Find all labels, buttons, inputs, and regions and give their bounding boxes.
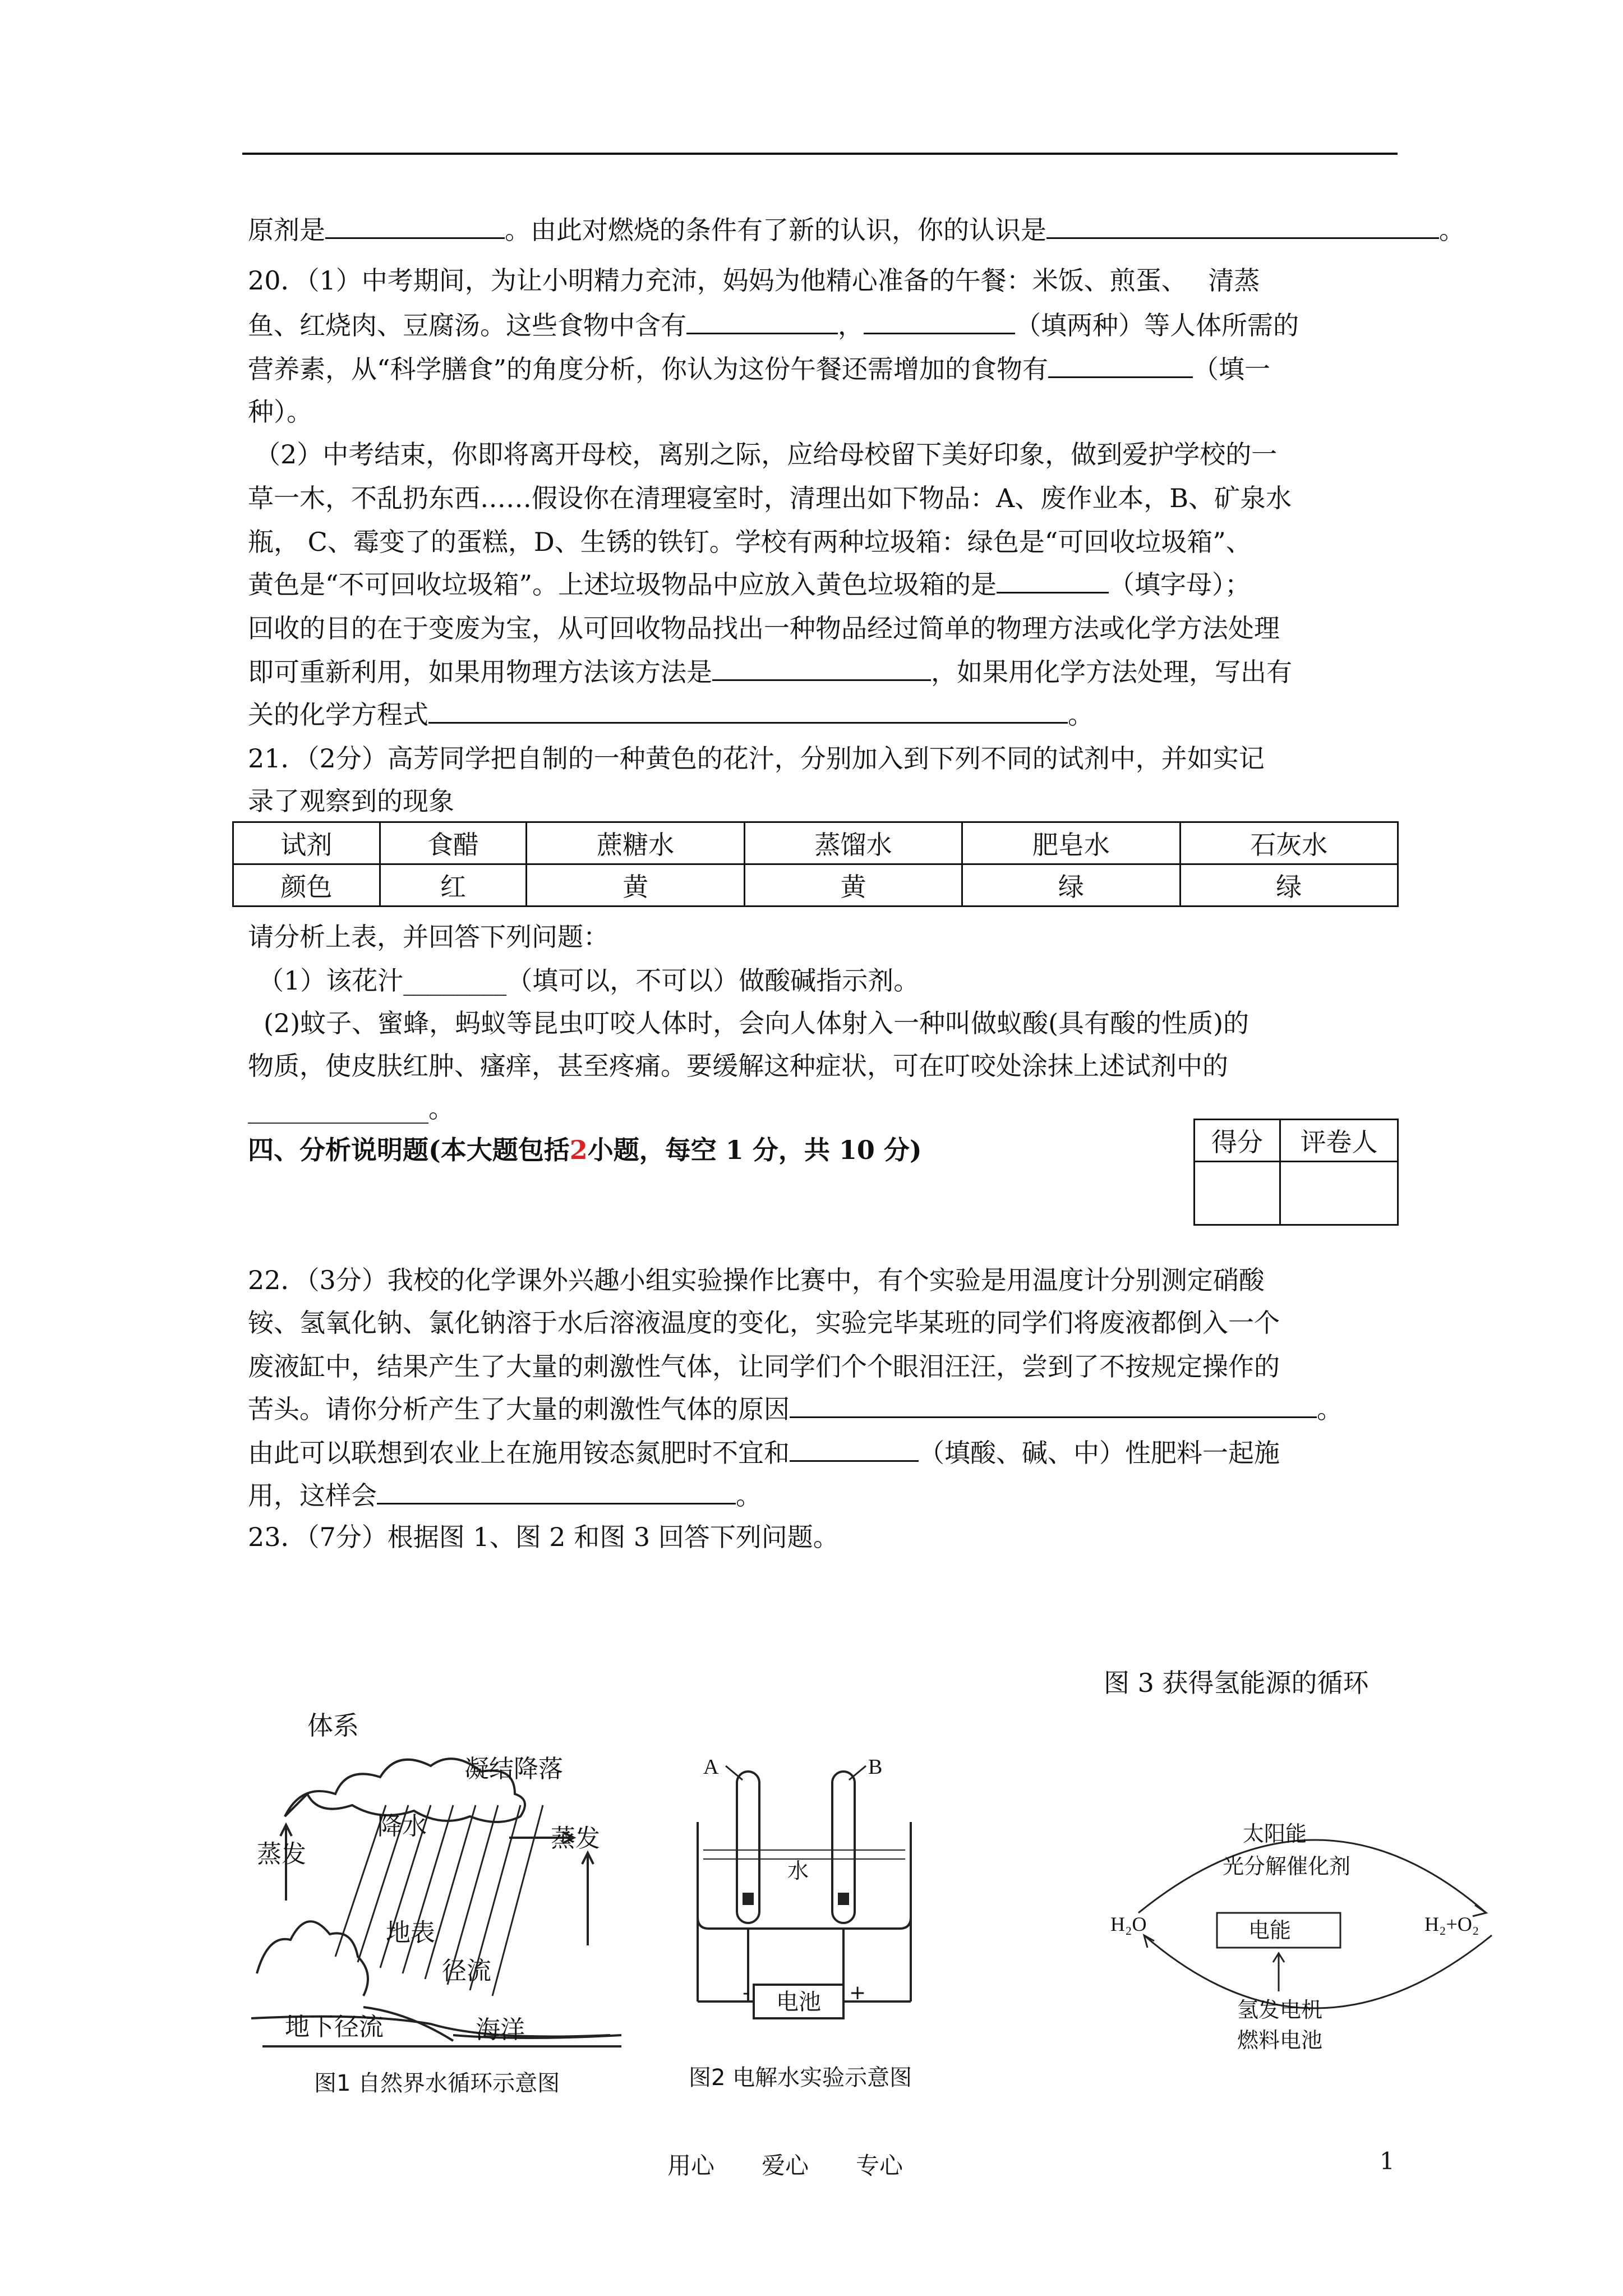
fig3-label: H₂O	[1110, 1913, 1147, 1935]
table-cell: 黄	[527, 864, 744, 907]
header-rule	[242, 153, 1398, 155]
fig3-title: 图 3 获得氢能源的循环	[1104, 1668, 1369, 1698]
table-cell: 石灰水	[1180, 822, 1398, 864]
answer-blank[interactable]	[1048, 353, 1193, 378]
question-23-line: 23．（7分）根据图 1、图 2 和图 3 回答下列问题。	[248, 1522, 839, 1552]
fig3-label: 燃料电池	[1237, 2028, 1323, 2053]
score-label: 得分	[1195, 1120, 1280, 1162]
fig2-label: 电池	[776, 1989, 821, 2015]
page-number: 1	[1380, 2147, 1395, 2175]
table-row	[233, 864, 1398, 907]
electrode-a	[743, 1893, 754, 1905]
question-20-line: 营养素，从“科学膳食”的角度分析，你认为这份午餐还需增加的食物有 （填一	[248, 354, 1271, 384]
question-21-line: 录了观察到的现象	[248, 786, 454, 816]
fig2-electrolysis	[681, 1749, 928, 2041]
question-20-line: 回收的目的在于变废为宝，从可回收物品找出一种物品经过简单的物理方法或化学方法处理	[248, 613, 1280, 643]
fig2-label: -	[743, 1981, 750, 2004]
answer-blank[interactable]	[997, 568, 1109, 593]
answer-blank[interactable]	[790, 1437, 919, 1462]
question-21-line: 物质，使皮肤红肿、瘙痒，甚至疼痛。要缓解这种症状，可在叮咬处涂抹上述试剂中的	[248, 1051, 1228, 1081]
fig2-label: B	[868, 1755, 883, 1779]
fig2-caption: 图2 电解水实验示意图	[689, 2065, 912, 2091]
table-cell: 食醋	[380, 822, 527, 864]
fig3-label: 电能	[1248, 1918, 1292, 1943]
table-cell: 蒸馏水	[744, 822, 962, 864]
electrode-b	[838, 1893, 849, 1905]
question-20-line: 即可重新利用，如果用物理方法该方法是 ，如果用化学方法处理，写出有	[248, 657, 1292, 687]
question-21-line: ______________。	[248, 1093, 454, 1124]
table-cell: 黄	[744, 864, 962, 907]
table-cell: 颜色	[233, 864, 380, 907]
fig3-label: 太阳能	[1243, 1821, 1307, 1846]
fig3-label: 光分解催化剂	[1223, 1854, 1351, 1879]
question-21-line: (2)蚊子、蜜蜂，蚂蚁等昆虫叮咬人体时，会向人体射入一种叫做蚁酸(具有酸的性质)的	[264, 1008, 1249, 1038]
question-20-line: 20．（1）中考期间，为让小明精力充沛，妈妈为他精心准备的午餐：米饭、煎蛋、 清蒸	[248, 265, 1260, 296]
table-cell: 肥皂水	[962, 822, 1180, 864]
fig1-water-cycle	[251, 1743, 633, 2058]
answer-blank[interactable]	[377, 1479, 736, 1504]
answer-blank[interactable]	[686, 309, 838, 334]
reviewer-box[interactable]	[1280, 1162, 1398, 1225]
fig3-hydrogen-cycle	[1110, 1801, 1537, 2059]
question-20-line: 草一木，不乱扔东西……假设你在清理寝室时，清理出如下物品：A、废作业本，B、矿泉水	[248, 483, 1292, 513]
answer-blank[interactable]	[1046, 214, 1439, 239]
fig1-label: 海洋	[476, 2016, 525, 2044]
question-21-line: （1）该花汁________（填可以，不可以）做酸碱指示剂。	[258, 965, 920, 996]
question-22-line: 22．（3分）我校的化学课外兴趣小组实验操作比赛中，有个实验是用温度计分别测定硝酸	[248, 1265, 1265, 1295]
question-22-line: 由此可以联想到农业上在施用铵态氮肥时不宜和 （填酸、碱、中）性肥料一起施	[248, 1438, 1280, 1468]
table-cell: 蔗糖水	[527, 822, 744, 864]
text-line: 原剂是 。由此对燃烧的条件有了新的认识，你的认识是 。	[248, 215, 1465, 245]
reviewer-label: 评卷人	[1280, 1120, 1398, 1162]
question-20-line: 种）。	[248, 397, 312, 427]
fig1-label: 地表	[386, 1918, 435, 1947]
table-cell: 绿	[1180, 864, 1398, 907]
question-20-line: 黄色是“不可回收垃圾箱”。上述垃圾物品中应放入黄色垃圾箱的是 （填字母）；	[248, 569, 1251, 600]
question-22-line: 铵、氢氧化钠、氯化钠溶于水后溶液温度的变化，实验完毕某班的同学们将废液都倒入一个	[248, 1308, 1280, 1338]
score-box[interactable]	[1195, 1162, 1280, 1225]
question-21-line: 21．（2分）高芳同学把自制的一种黄色的花汁，分别加入到下列不同的试剂中，并如实记	[248, 743, 1265, 774]
answer-blank[interactable]	[428, 698, 1068, 724]
fig3-title: 体系	[307, 1710, 359, 1741]
question-20-line: 鱼、红烧肉、豆腐汤。这些食物中含有 ， （填两种）等人体所需的	[248, 310, 1299, 341]
answer-blank[interactable]	[325, 214, 505, 239]
fig2-label: +	[849, 1981, 866, 2004]
fig1-label: 降水	[377, 1812, 427, 1841]
question-22-line: 废液缸中，结果产生了大量的刺激性气体，让同学们个个眼泪汪汪，尝到了不按规定操作的	[248, 1351, 1280, 1382]
reagent-table	[232, 821, 1399, 907]
table-row	[233, 822, 1398, 864]
fig1-label: 地下径流	[285, 2013, 384, 2041]
fig2-label: 水	[787, 1858, 809, 1883]
fig1-label: 蒸发	[551, 1824, 600, 1853]
fig2-label: A	[703, 1755, 719, 1779]
answer-blank[interactable]	[864, 309, 1015, 334]
footer-text: 用心 爱心 专心	[667, 2152, 903, 2179]
fig1-label: 凝结降落	[464, 1755, 563, 1783]
table-cell: 红	[380, 864, 527, 907]
table-cell: 试剂	[233, 822, 380, 864]
question-22-line: 苦头。请你分析产生了大量的刺激性气体的原因 。	[248, 1394, 1343, 1424]
answer-blank[interactable]	[790, 1393, 1317, 1418]
question-22-line: 用，这样会 。	[248, 1480, 762, 1511]
score-table	[1193, 1119, 1399, 1226]
question-20-line: 关的化学方程式 。	[248, 700, 1094, 730]
fig3-label: 氢发电机	[1237, 1998, 1323, 2022]
table-cell: 绿	[962, 864, 1180, 907]
fig1-label: 径流	[442, 1957, 491, 1985]
fig1-label: 蒸发	[257, 1840, 306, 1869]
section-heading: 四、分析说明题(本大题包括2小题，每空 1 分，共 10 分)	[248, 1135, 922, 1165]
question-20-line: 瓶， C、霉变了的蛋糕，D、生锈的铁钉。学校有两种垃圾箱：绿色是“可回收垃圾箱”、	[248, 527, 1252, 557]
fig3-label: H₂+O₂	[1424, 1913, 1479, 1935]
fig1-caption: 图1 自然界水循环示意图	[314, 2070, 560, 2096]
answer-blank[interactable]	[712, 656, 931, 681]
question-21-line: 请分析上表，并回答下列问题：	[248, 922, 609, 952]
question-20-line: （2）中考结束，你即将离开母校，离别之际，应给母校留下美好印象，做到爱护学校的一	[255, 439, 1278, 470]
